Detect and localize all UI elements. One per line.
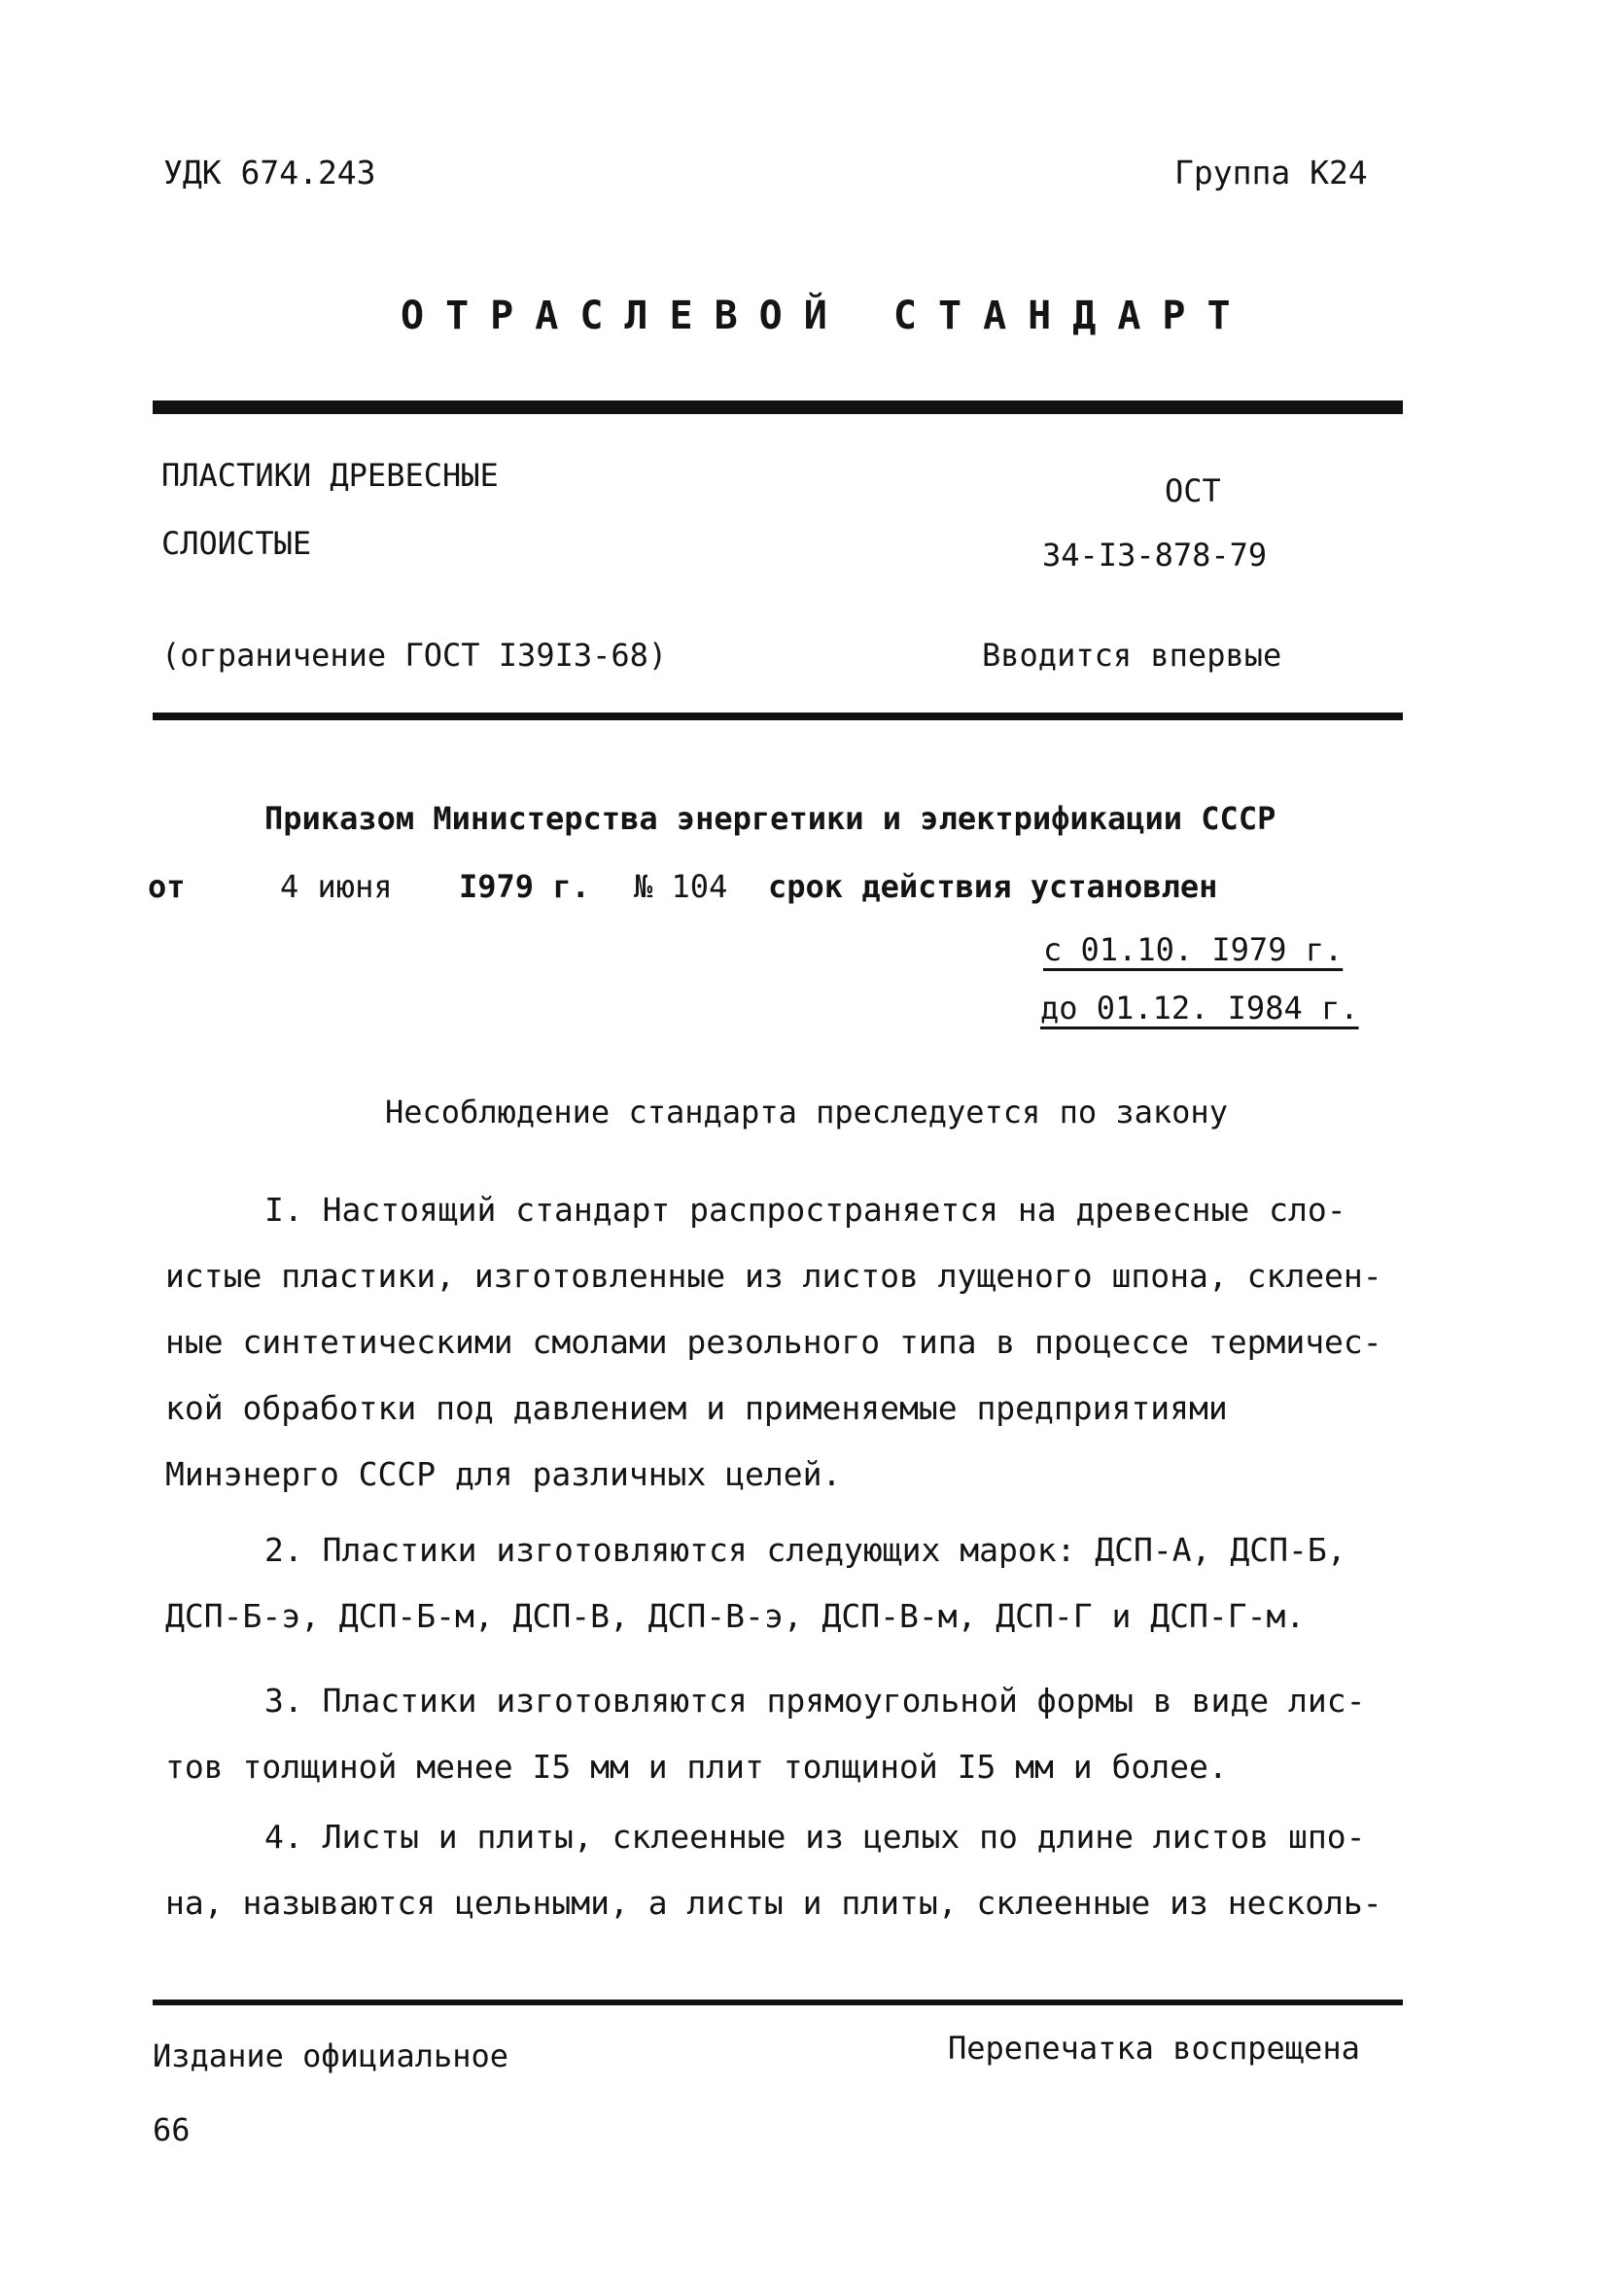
top-rule bbox=[153, 400, 1403, 414]
introduced-note: Вводится впервые bbox=[982, 637, 1282, 674]
standard-name-line2: СЛОИСТЫЕ bbox=[161, 525, 312, 562]
group-code: Группа К24 bbox=[1174, 154, 1368, 191]
legal-warning: Несоблюдение стандарта преследуется по закону bbox=[385, 1094, 1228, 1131]
restriction-note: (ограничение ГОСТ I39I3-68) bbox=[161, 637, 668, 674]
page-number: 66 bbox=[153, 2111, 191, 2148]
paragraph-line: тов толщиной менее I5 мм и плит толщиной I5 мм и более. bbox=[165, 1748, 1228, 1786]
order-line: Приказом Министерства энергетики и электрификации СССР bbox=[264, 800, 1276, 837]
info-rule bbox=[153, 713, 1403, 720]
validity-date-from: с 01.10. I979 г. bbox=[1043, 931, 1344, 968]
edition-note: Издание официальное bbox=[153, 2037, 509, 2074]
reprint-note: Перепечатка воспрещена bbox=[948, 2030, 1360, 2067]
ost-number: 34-I3-878-79 bbox=[1042, 537, 1268, 574]
udc-code: УДК 674.243 bbox=[163, 154, 376, 191]
order-number: № 104 bbox=[634, 868, 728, 905]
paragraph-line: ные синтетическими смолами резольного типа в процессе термичес- bbox=[165, 1323, 1382, 1361]
standard-name-line1: ПЛАСТИКИ ДРЕВЕСНЫЕ bbox=[161, 457, 499, 494]
paragraph-line: 4. Листы и плиты, склеенные из целых по длине листов шпо- bbox=[264, 1818, 1366, 1856]
ost-label: ОСТ bbox=[1165, 472, 1221, 509]
validity-term: срок действия установлен bbox=[768, 868, 1218, 905]
order-year: I979 г. bbox=[459, 868, 590, 905]
paragraph-line: Минэнерго СССР для различных целей. bbox=[165, 1455, 842, 1493]
order-day-month: 4 июня bbox=[280, 868, 393, 905]
paragraph-line: кой обработки под давлением и применяемые предприятиями bbox=[165, 1389, 1228, 1427]
paragraph-line: 3. Пластики изготовляются прямоугольной формы в виде лис- bbox=[264, 1682, 1366, 1720]
validity-date-to: до 01.12. I984 г. bbox=[1040, 990, 1359, 1026]
footer-rule bbox=[153, 2000, 1403, 2005]
paragraph-line: истые пластики, изготовленные из листов лущеного шпона, склеен- bbox=[165, 1257, 1382, 1295]
paragraph-line: ДСП-Б-э, ДСП-Б-м, ДСП-В, ДСП-В-э, ДСП-В-м, ДСП-Г и ДСП-Г-м. bbox=[165, 1597, 1306, 1635]
paragraph-line: I. Настоящий стандарт распространяется на древесные сло- bbox=[264, 1191, 1346, 1229]
paragraph-line: на, называются цельными, а листы и плиты, склеенные из несколь- bbox=[165, 1884, 1382, 1922]
paragraph-line: 2. Пластики изготовляются следующих марок: ДСП-А, ДСП-Б, bbox=[264, 1531, 1346, 1569]
order-from-label: от bbox=[148, 868, 186, 905]
document-title: ОТРАСЛЕВОЙ СТАНДАРТ bbox=[401, 294, 1252, 338]
